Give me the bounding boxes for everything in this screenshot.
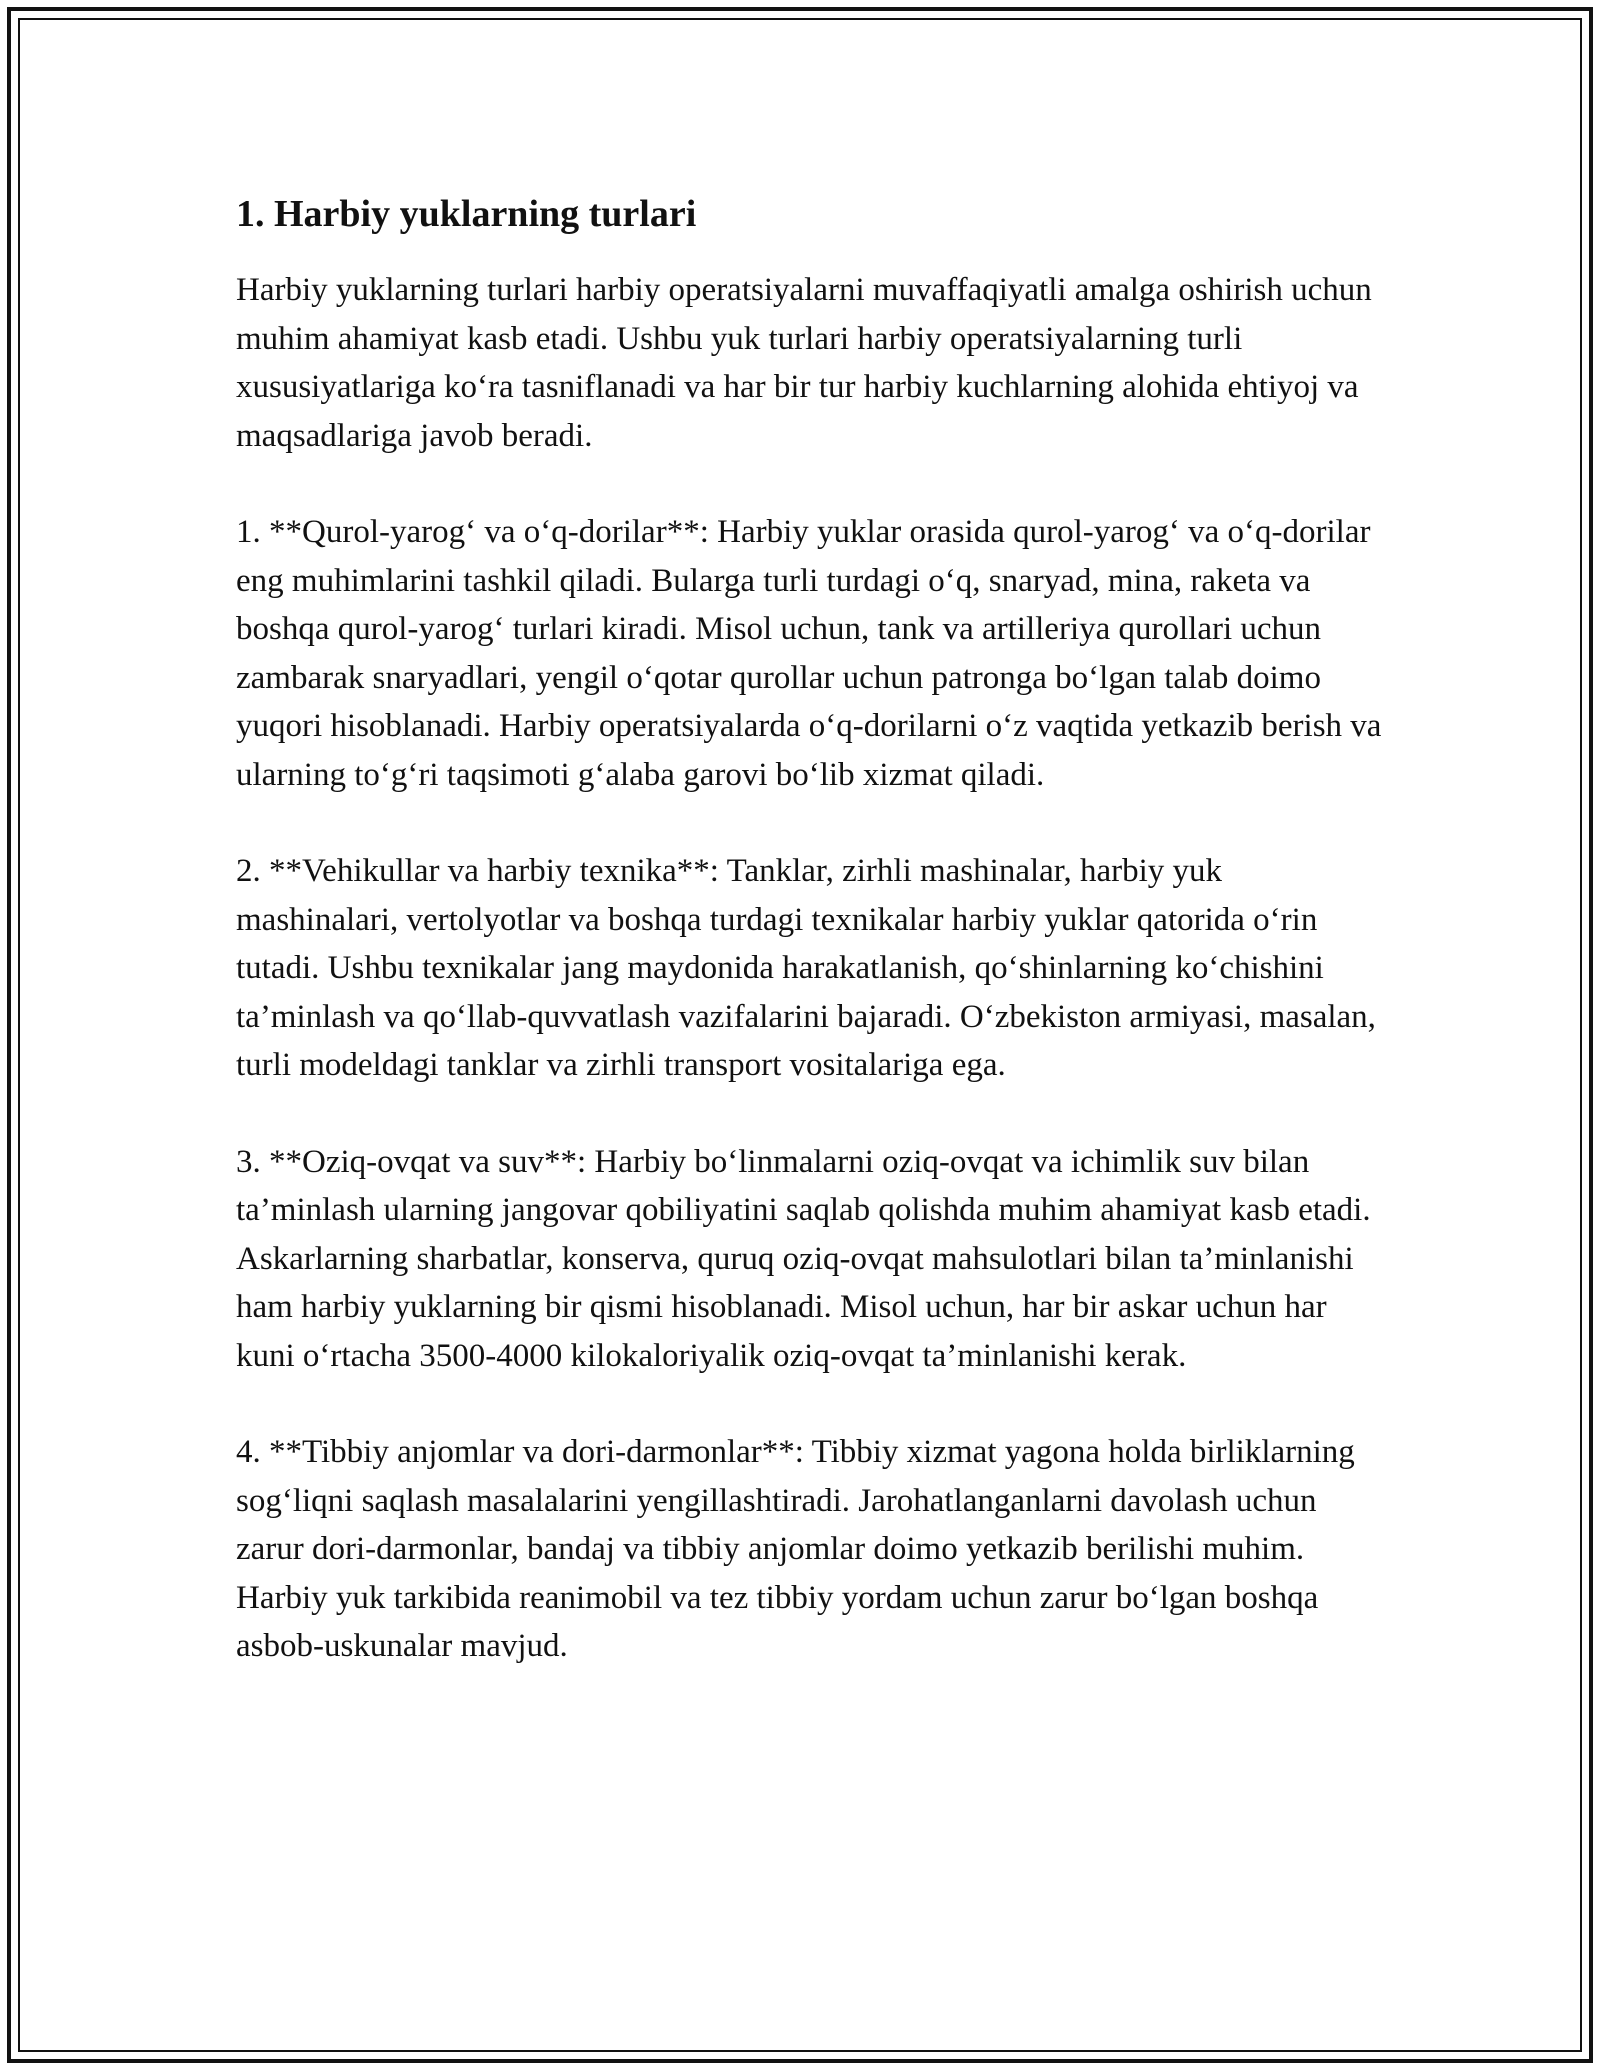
paragraph-weapons-ammunition: 1. **Qurol-yarog‘ va o‘q-dorilar**: Harbiy yuklar orasida qurol-yarog‘ va o‘q-dorilar eng muhimlarini tashkil qiladi. Bularga turli turdagi o‘q, snaryad, mina, raketa va boshqa qurol-yarog‘ turlari kiradi. Misol uchun, tank va artilleriya qurollari uchun zambarak snaryadlari, yengil o‘qotar qurollar uchun patronga bo‘lgan talab doimo yuqori hisoblanadi. Harbiy operatsiyalarda o‘q-dorilarni o‘z vaqtida yetkazib berish va ularning to‘g‘ri taqsimoti g‘alaba garovi bo‘lib xizmat qiladi. [236,514,1382,793]
document-body [236,188,1386,1719]
intro-paragraph: Harbiy yuklarning turlari harbiy operatsiyalarni muvaffaqiyatli amalga oshirish uchun muhim ahamiyat kasb etadi. Ushbu yuk turlari harbiy operatsiyalarning turli xususiyatlariga ko‘ra tasniflanadi va har bir tur harbiy kuchlarning alohida ehtiyoj va maqsadlariga javob beradi. [236,272,1372,454]
paragraph-vehicles-equipment: 2. **Vehikullar va harbiy texnika**: Tanklar, zirhli mashinalar, harbiy yuk mashinalari, vertolyotlar va boshqa turdagi texnikalar harbiy yuklar qatorida o‘rin tutadi. Ushbu texnikalar jang maydonida harakatlanish, qo‘shinlarning ko‘chishini ta’minlash va qo‘llab-quvvatlash vazifalarini bajaradi. O‘zbekiston armiyasi, masalan, turli modeldagi tanklar va zirhli transport vositalariga ega. [236,853,1376,1083]
section-heading: 1. Harbiy yuklarning turlari [236,193,697,235]
paragraph-medical-supplies: 4. **Tibbiy anjomlar va dori-darmonlar**: Tibbiy xizmat yagona holda birliklarning sog‘liqni saqlash masalalarini yengillashtiradi. Jarohatlanganlarni davolash uchun zarur dori-darmonlar, bandaj va tibbiy anjomlar doimo yetkazib berilishi muhim. Harbiy yuk tarkibida reanimobil va tez tibbiy yordam uchun zarur bo‘lgan boshqa asbob-uskunalar mavjud. [236,1434,1355,1664]
paragraph-food-water: 3. **Oziq-ovqat va suv**: Harbiy bo‘linmalarni oziq-ovqat va ichimlik suv bilan ta’minlash ularning jangovar qobiliyatini saqlab qolishda muhim ahamiyat kasb etadi. Askarlarning sharbatlar, konserva, quruq oziq-ovqat mahsulotlari bilan ta’minlanishi ham harbiy yuklarning bir qismi hisoblanadi. Misol uchun, har bir askar uchun har kuni o‘rtacha 3500-4000 kilokaloriyalik oziq-ovqat ta’minlanishi kerak. [236,1143,1371,1374]
